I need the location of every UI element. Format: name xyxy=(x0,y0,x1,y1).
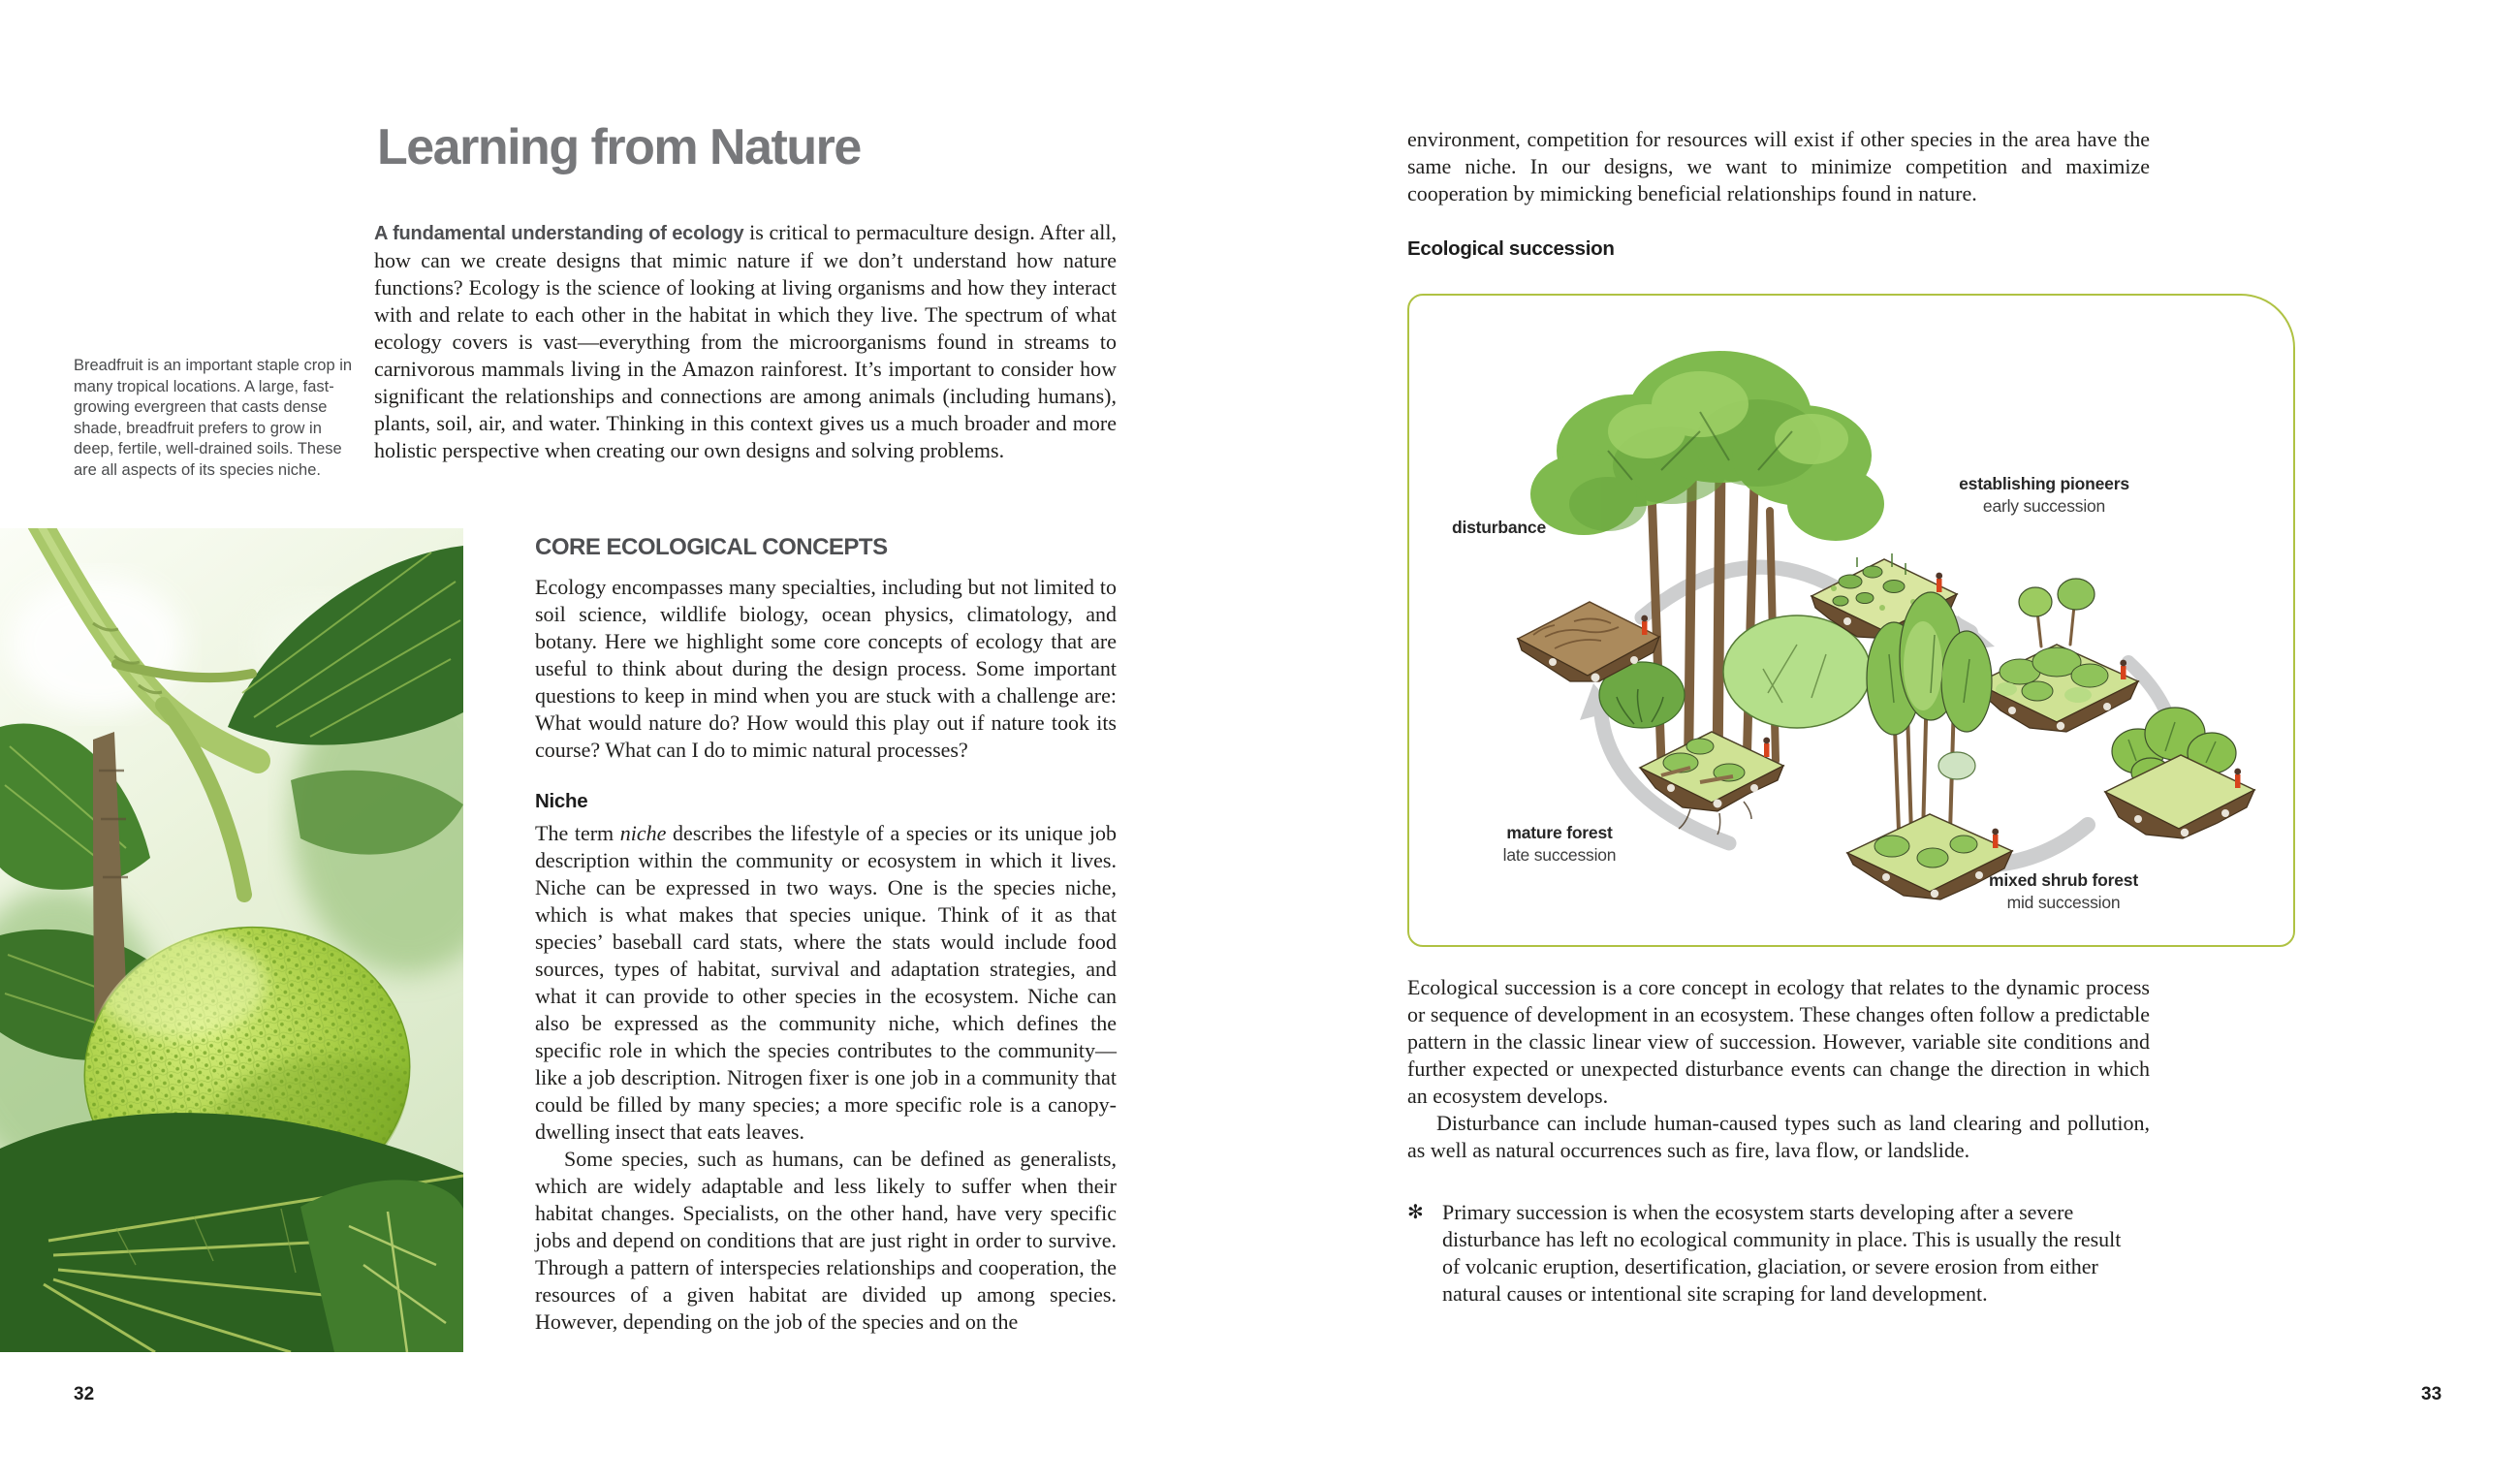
page-title: Learning from Nature xyxy=(377,119,861,175)
breadfruit-photo-art xyxy=(0,528,463,1352)
niche-term-italic: niche xyxy=(619,821,667,845)
photo-caption: Breadfruit is an important staple crop in many tropical locations. A large, fast-growing evergreen that casts dense shade, breadfruit prefers to grow in deep, fertile, well-drained soils. These are all aspects of its species niche. xyxy=(74,357,353,479)
person-figure-mid xyxy=(1992,829,1999,848)
label-establishing-pioneers: establishing pioneers early succession xyxy=(1959,474,2129,516)
core-concepts-paragraph: Ecology encompasses many specialties, including but not limited to soil science, wildlife biology, ocean physics, climatology, and botany. Here we highlight some core concepts of ecology that are useful to think about during the design process. Some important questions to keep in mind when you are stuck with a challenge are: What would nature do? How would this play out if nature took its course? What can I do to mimic natural processes? xyxy=(535,575,1117,762)
niche-paragraphs xyxy=(535,820,1117,1336)
page-number-right: 33 xyxy=(2421,1384,2442,1404)
niche-paragraph-2: Some species, such as humans, can be defined as generalists, which are widely adaptable and less likely to suffer when their habitat changes. Specialists, on the other hand, have very specific jobs and depend on conditions that are just right in order to survive. Through a pattern of interspecies relationships and cooperation, the resources of a given habitat are divided up among species. However, depending on the job of the species and on the xyxy=(535,1147,1117,1334)
asterisk-bullet-icon: ✻ xyxy=(1407,1202,1424,1223)
intro-text: is critical to permaculture design. After all, how can we create designs that mimic nature if we don’t understand how nature functions? Ecology is the science of looking at living organisms and how they interact with and relate to each other in the habitat in which they live. The spectrum of what ecology covers is vast—everything from the microorganisms found in streams to carnivorous mammals living in the Amazon rainforest. It’s important to consider how significant the relationships and connections are among animals (including humans), plants, soil, air, and water. Thinking in this context gives us a much broader and more holistic perspective when creating our own designs and solving problems. xyxy=(374,220,1117,462)
right-top-paragraph: environment, competition for resources will exist if other species in the area have the same niche. In our designs, we want to minimize competition and maximize cooperation by mimicking beneficial relationships found in nature. xyxy=(1407,127,2150,205)
succession-diagram xyxy=(1407,294,2295,947)
person-figure-early xyxy=(2120,660,2126,679)
intro-paragraph xyxy=(374,219,1117,464)
succession-paragraph-2: Disturbance can include human-caused types such as land clearing and pollution, as well as natural occurrences such as fire, lava flow, or landslide. xyxy=(1407,1111,2150,1162)
label-disturbance: disturbance xyxy=(1452,518,1546,537)
core-concepts-heading: CORE ECOLOGICAL CONCEPTS xyxy=(535,534,888,560)
succession-paragraphs xyxy=(1407,974,2150,1164)
succession-paragraph-1: Ecological succession is a core concept in ecology that relates to the dynamic process or sequence of development in an ecosystem. These changes often follow a predictable pattern in the classic linear view of succession. However, variable site conditions and further expected or unexpected disturbance events can change the direction in which an ecosystem develops. xyxy=(1407,975,2150,1108)
person-figure-disturbance xyxy=(1641,615,1648,635)
label-mature-forest: mature forest late succession xyxy=(1502,823,1617,865)
primary-succession-bullet: ✻ Primary succession is when the ecosystem starts developing after a severe disturbance has left no ecological community in place. This is usually the result of volcanic eruption, desertification, glaciation, or severe erosion from either natural causes or intentional site scraping for land development. xyxy=(1407,1200,2122,1306)
page-number-left: 32 xyxy=(74,1384,95,1404)
intro-lead-in: A fundamental understanding of ecology xyxy=(374,223,744,244)
breadfruit-photo xyxy=(0,528,463,1352)
person-figure-shrub xyxy=(2234,769,2241,788)
label-mixed-shrub-forest: mixed shrub forest mid succession xyxy=(1989,870,2138,912)
niche-heading: Niche xyxy=(535,790,588,812)
person-figure-pioneers xyxy=(1936,573,1942,592)
person-figure-mature xyxy=(1763,738,1770,757)
niche-paragraph-1: The term niche describes the lifestyle of a species or its unique job description within the community or ecosystem in which it lives. Niche can be expressed in two ways. One is the species niche, which is what makes that species unique. Think of it as that species’ baseball card stats, where the stats would include food sources, types of habitat, survival and adaptation strategies, and what it can provide to other species in the ecosystem. Niche can also be expressed as the community niche, which defines the specific role in which the species contributes to the community—like a job description. Nitrogen fixer is one job in a community that could be filled by many species; a more specific role is a canopy-dwelling insect that eats leaves. xyxy=(535,821,1117,1144)
ecological-succession-heading: Ecological succession xyxy=(1407,237,1615,260)
